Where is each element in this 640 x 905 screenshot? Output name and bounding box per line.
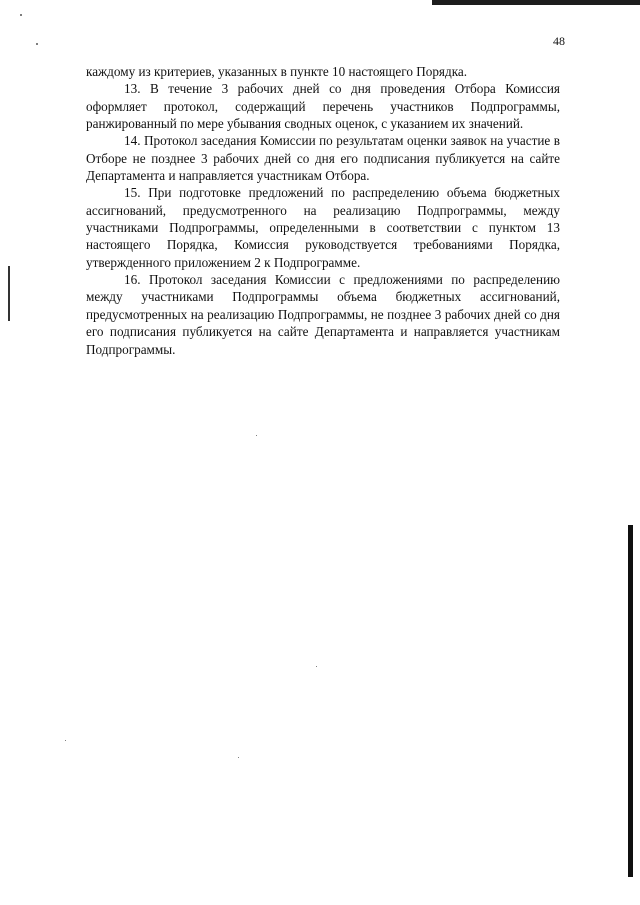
scan-speck bbox=[20, 14, 22, 16]
scan-edge-right bbox=[628, 525, 633, 877]
paragraph-15: 15. При подготовке предложений по распределению объема бюджетных ассигнований, предусмотренного на реализацию Подпрограммы, между участниками Подпрограммы, определенными в соответствии с пунктом 13 настоящего Порядка, Комиссия руководствуется требованиями Порядка, утвержденного приложением 2 к Подпрограмме. bbox=[86, 185, 560, 270]
paragraph-13: 13. В течение 3 рабочих дней со дня проведения Отбора Комиссия оформляет протокол, содержащий перечень участников Подпрограммы, ранжированный по мере убывания сводных оценок, с указанием их значений. bbox=[86, 81, 560, 132]
paragraph-14: 14. Протокол заседания Комиссии по результатам оценки заявок на участие в Отборе не позднее 3 рабочих дней со дня его подписания публикуется на сайте Департамента и направляется участникам Отбора. bbox=[86, 133, 560, 184]
scan-speck bbox=[65, 740, 66, 741]
page-number: 48 bbox=[553, 34, 565, 48]
paragraph-continuation: каждому из критериев, указанных в пункте 10 настоящего Порядка. bbox=[86, 64, 468, 79]
document-body bbox=[86, 63, 560, 358]
scan-mark-left bbox=[8, 266, 10, 321]
scan-speck bbox=[36, 43, 38, 45]
scan-speck bbox=[316, 666, 317, 667]
scan-speck bbox=[256, 435, 257, 436]
scan-edge-top bbox=[432, 0, 640, 5]
scan-speck bbox=[238, 757, 239, 758]
paragraph-16: 16. Протокол заседания Комиссии с предложениями по распределению между участниками Подпрограммы объема бюджетных ассигнований, предусмотренных на реализацию Подпрограммы, не позднее 3 рабочих дней со дня его подписания публикуется на сайте Департамента и направляется участникам Подпрограммы. bbox=[86, 272, 560, 357]
